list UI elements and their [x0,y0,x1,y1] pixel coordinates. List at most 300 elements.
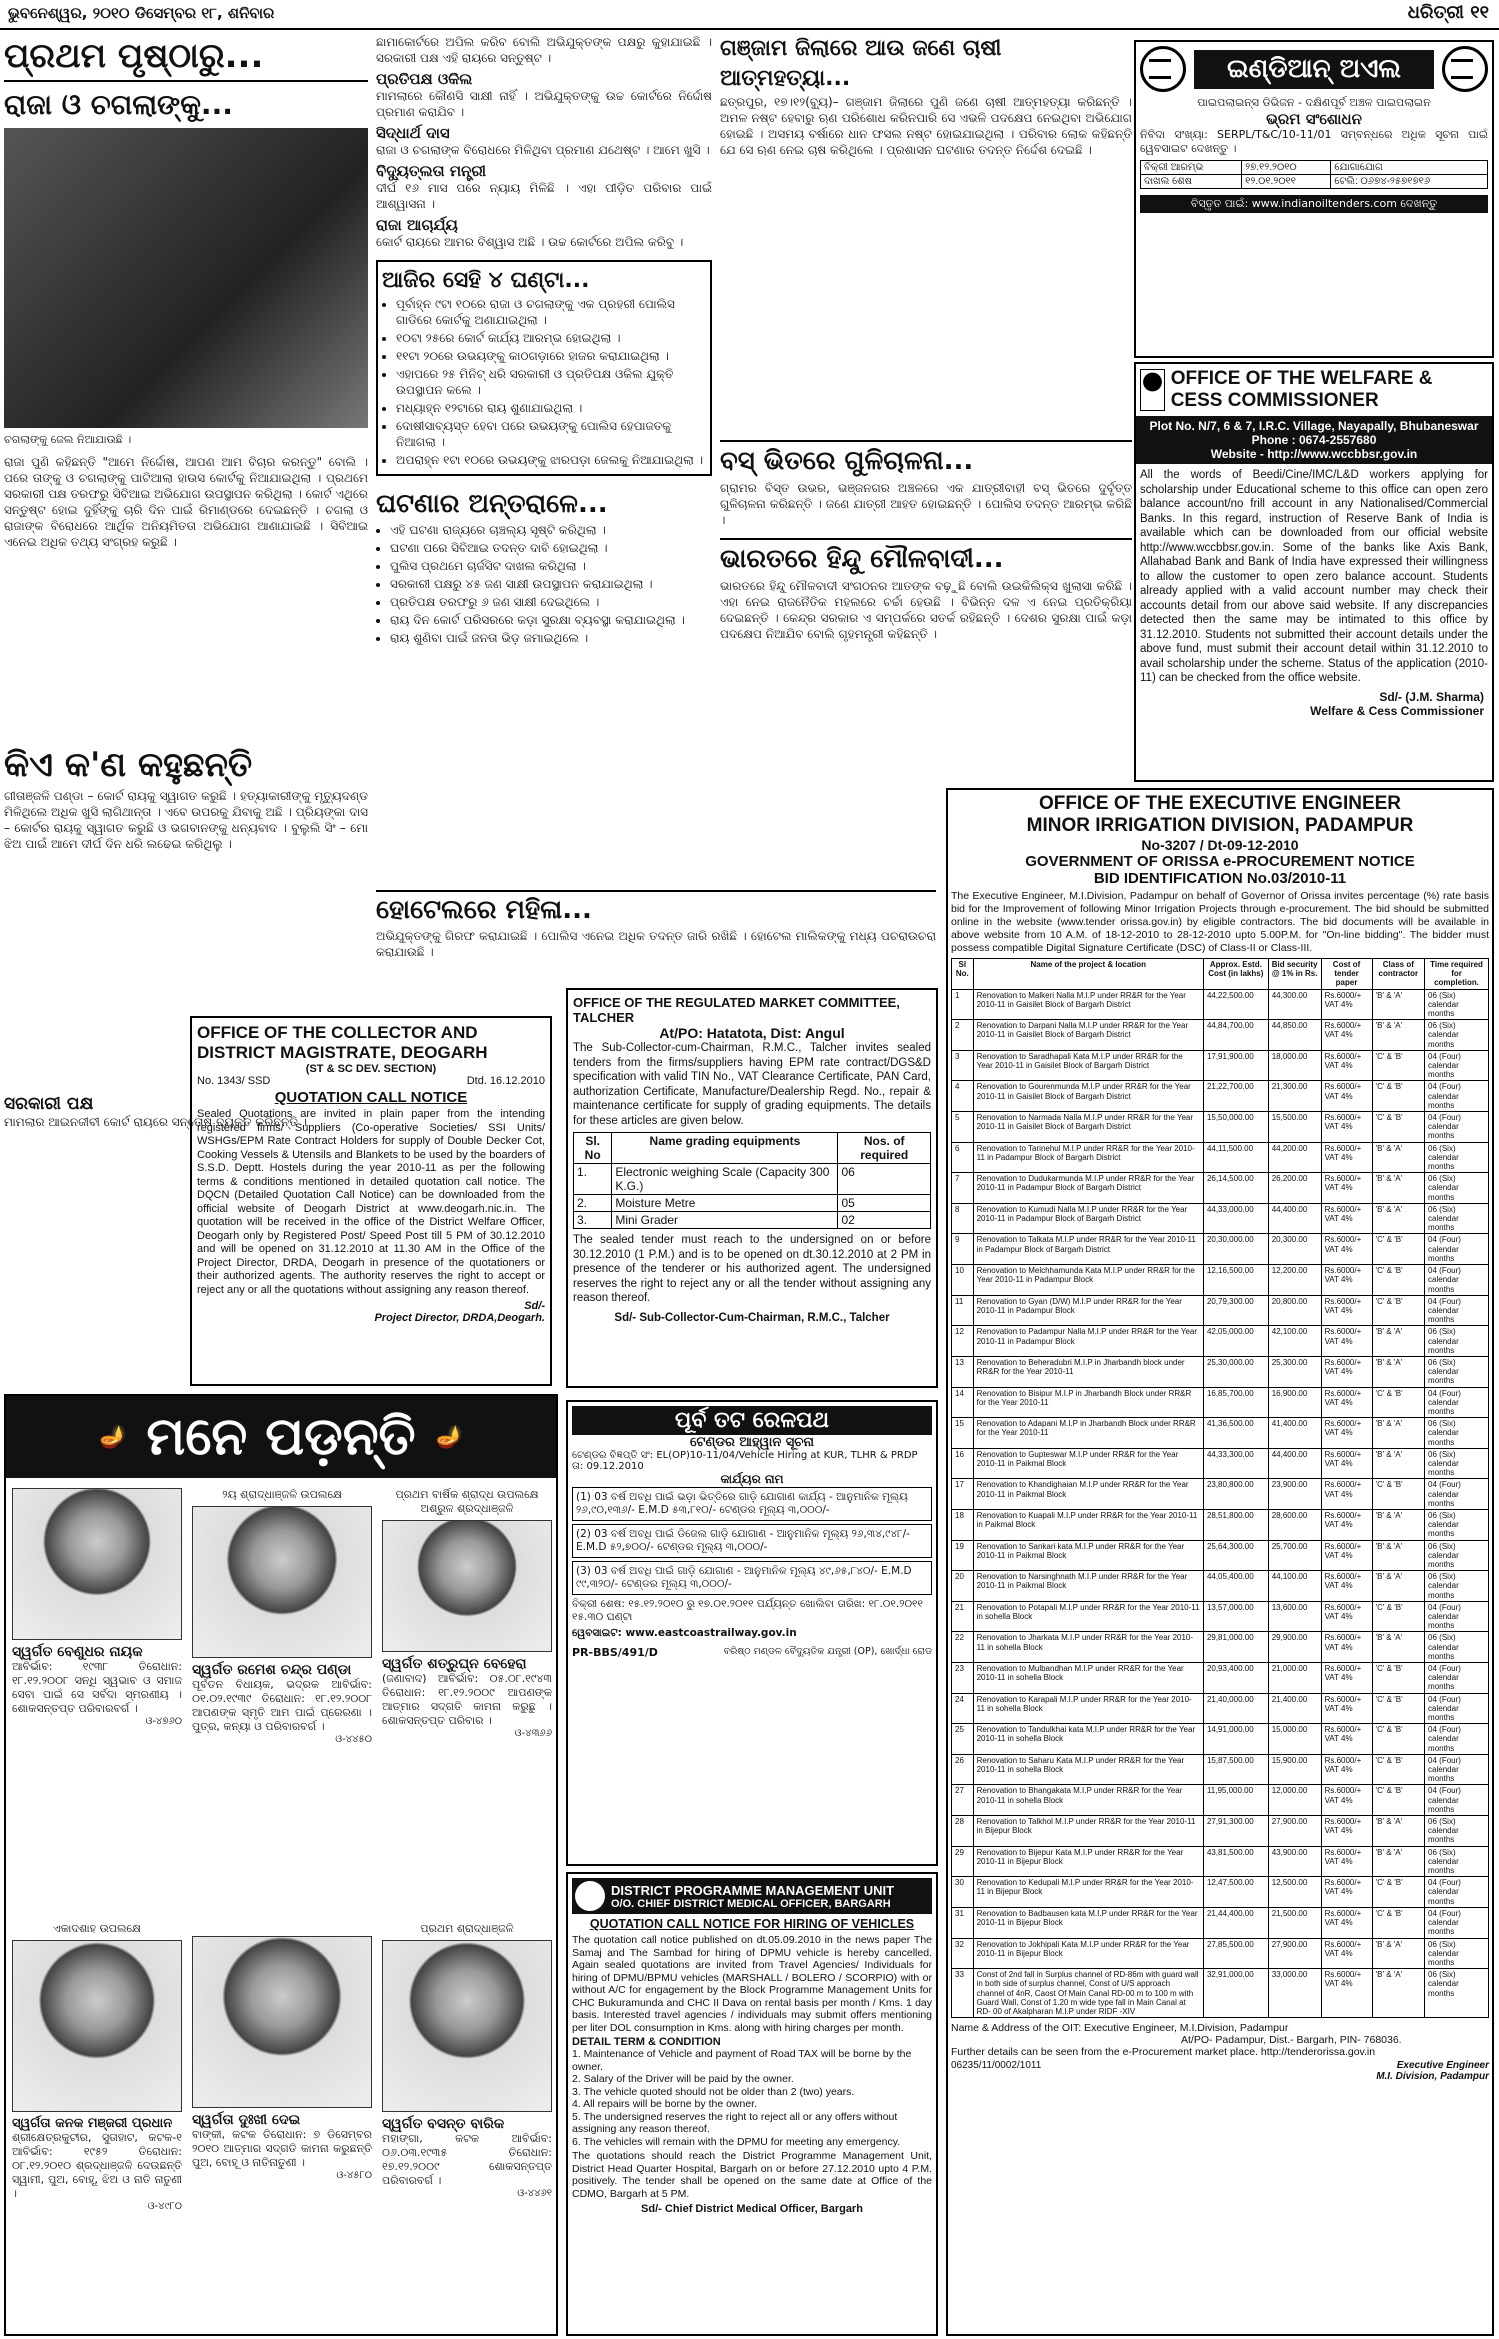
memorial-title: ମନେ ପଡ଼ନ୍ତି [146,1406,416,1467]
rmc-sign: Sd/- Sub-Collector-Cum-Chairman, R.M.C., Talcher [614,1311,890,1324]
irrig-cell: 3 [952,1050,974,1081]
irrig-cell: 16,900.00 [1268,1387,1321,1418]
irrig-cell: Renovation to Karapali M.I.P under RR&R for the Year 2010-11 in sohella Block [973,1693,1203,1724]
irrig-cell: 21 [952,1601,974,1632]
welfare-address: Plot No. N/7, 6 & 7, I.R.C. Village, Nayapally, Bhubaneswar [1149,419,1479,433]
irrig-cell: Renovation to Kuapali M.I.P under RR&R for the Year 2010-11 in Paikmal Block [973,1509,1203,1540]
irrig-cell: 1 [952,989,974,1020]
irrig-cell: 12 [952,1326,974,1357]
irrig-cell: 04 (Four) calendar months [1425,1387,1489,1418]
irrig-cell: 30 [952,1877,974,1908]
irrig-row [952,1632,1489,1663]
irrig-col-header: Bid security @ 1% in Rs. [1268,959,1321,990]
behind-item: • ପ୍ରତିପକ୍ଷ ତରଫରୁ ୬ ଜଣ ସାକ୍ଷୀ ଦେଇଥିଲେ । [390,594,712,610]
irrig-cell: Renovation to Sankari kata M.I.P under RR&R for the Year 2010-11 in Paikmal Block [973,1540,1203,1571]
memorial-heading: ଏକାଦଶାହ ଉପଲକ୍ଷେ [53,1922,141,1935]
irrig-row [952,1418,1489,1449]
irrig-row [952,1295,1489,1326]
irrig-cell: 06 (Six) calendar months [1425,1020,1489,1051]
photo-caption: ଚଗଲାଙ୍କୁ ଜେଲ ନିଆଯାଉଛି । [4,433,132,446]
dpmu-title: DISTRICT PROGRAMME MANAGEMENT UNIT [611,1882,895,1898]
timeline-item: • ୧୦ଟା ୨୫ରେ କୋର୍ଟ କାର୍ଯ୍ୟ ଆରମ୍ଭ ହୋଇଥିଲା । [396,330,706,346]
irrig-cell: 'B' & 'A' [1372,989,1424,1020]
bus-body: ଗ୍ରାମର ବିସ୍ତ ଉଭର, ଭଞ୍ଜନଗର ଅଞ୍ଚଳରେ ଏକ ଯାତ୍ରୀବାହୀ ବସ୍ ଭିତରେ ଦୁର୍ବୃତ୍ତ ଗୁଳିଚାଳନା କରିଛନ୍ତି । ଜଣେ ଯାତ୍ରୀ ଆହତ ହୋଇଛନ୍ତି । ପୋଲିସ ତଦନ୍ତ ଆରମ୍ଭ କରିଛି । [720,481,1132,527]
irrig-cell: 31 [952,1907,974,1938]
irrig-cell: Renovation to Bhangakata M.I.P under RR&R for the Year 2010-11 in sohella Block [973,1785,1203,1816]
dpmu-term: 5. The undersigned reserves the right to reject all or any offers without assigning any reason thereof. [572,2110,898,2135]
irrig-cell: 04 (Four) calendar months [1425,1112,1489,1143]
irrig-cell: 04 (Four) calendar months [1425,1265,1489,1296]
irrig-cell: 15 [952,1418,974,1449]
irrig-cell: 44,200.00 [1268,1142,1321,1173]
memorial-photo [192,1936,372,2108]
rmc-table: Sl. No Name grading equipments Nos. of required 1. Electronic weighing Scale (Capacity 300 K.G.) 06 2. Moisture Metre 05 3. Mini Grader 02 [573,1132,931,1229]
irrig-row [952,1265,1489,1296]
rmc-body: The Sub-Collector-cum-Chairman, R.M.C., Talcher invites sealed tenders from the firms/suppliers having EPM rate contract/DGS&D specification with valid TIN No., VAT Clearance Certificate, PAN Card, authorization Certificate, Manufacture/Dealership Regd. No., repair & maintenance certificate for supply of grading equipments. The details for these articles are given below. [573,1042,931,1127]
irrig-cell: 25,30,000.00 [1203,1356,1268,1387]
collector-notice-title: QUOTATION CALL NOTICE [274,1089,468,1106]
irrig-cell: Rs.6000/+ VAT 4% [1321,1142,1372,1173]
col2-sub2-body: ରାଜା ଓ ଚଗଲାଙ୍କ ବିରୋଧରେ ମିଳିଥିବା ପ୍ରମାଣ ଯଥେଷ୍ଟ । ଆମେ ଖୁସି । [376,143,710,157]
irrig-cell: 25,700.00 [1268,1540,1321,1571]
irrig-cell: Renovation to Potapali M.I.P under RR&R for the Year 2010-11 in sohella Block [973,1601,1203,1632]
railway-website[interactable]: ୱେବସାଇଟ: www.eastcoastrailway.gov.in [572,1627,797,1639]
irrig-cell: 06 (Six) calendar months [1425,1632,1489,1663]
memorial-photo [12,1488,182,1640]
irrig-cell: 28,600.00 [1268,1509,1321,1540]
memorial-heading: ୨ୟ ଶ୍ରାଦ୍ଧାଞ୍ଜଳି ଉପଲକ୍ଷେ [222,1488,342,1501]
timeline-title: ଆଜିର ସେହି ୪ ଘଣ୍ଟା... [382,268,590,293]
col2-sub4-body: କୋର୍ଟ ରାୟରେ ଆମର ବିଶ୍ୱାସ ଅଛି । ଉଚ୍ଚ କୋର୍ଟରେ ଅପିଲ କରିବୁ । [376,235,684,249]
irrig-cell: 28,51,800.00 [1203,1509,1268,1540]
irrig-cell: 27 [952,1785,974,1816]
irrig-cell: Renovation to Khandighaian M.I.P under RR&R for the Year 2010-11 in Paikmal Block [973,1479,1203,1510]
irrig-row [952,1081,1489,1112]
irrig-cell: Renovation to Talkata M.I.P under RR&R for the Year 2010-11 in Padampur Block of Bargarh District [973,1234,1203,1265]
irrig-cell: Renovation to Gourenmunda M.I.P under RR&R for the Year 2010-11 in Gaisilet Block of Bargarh District [973,1081,1203,1112]
irrig-col-header: Approx. Estd. Cost (in lakhs) [1203,959,1268,990]
railway-item: (3) 03 ବର୍ଷ ଅବଧି ପାଇଁ ଗାଡ଼ି ଯୋଗାଣ - ଆନୁମାନିକ ମୂଲ୍ୟ ୪୯,୬୫,୮୪୦/- E.M.D ୯୯,୩୨୦/- ଟେଣ୍ଡର ମୂଲ୍ୟ ୩,୦୦୦/- [572,1561,932,1595]
page-header [0,0,1499,30]
irrig-cell: 27,900.00 [1268,1938,1321,1969]
irrig-cell: 06 (Six) calendar months [1425,1540,1489,1571]
rmc-notice [566,988,938,1388]
irrig-cell: Renovation to Gupteswar M.I.P under RR&R for the Year 2010-11 in Paikmal Block [973,1448,1203,1479]
irrig-cell: 44,33,300.00 [1203,1448,1268,1479]
irrig-cell: Renovation to Bijepur Kata M.I.P under RR&R for the Year 2010-11 in Bijepur Block [973,1846,1203,1877]
irrig-row [952,1448,1489,1479]
irrig-cell: Rs.6000/+ VAT 4% [1321,1081,1372,1112]
memorial-info: (ଜଣାବାଦ) ଆବିର୍ଭାବ: ୦୫.୦୮.୧୯୪୩ ତିରୋଧାନ: ୧୮.୧୨.୨୦୦୯ ଆପଣଙ୍କ ଆତ୍ମାର ସଦ୍‌ଗତି କାମନା କରୁଛୁ । ଶୋକସନ୍ତପ୍ତ ପରିବାର । [382,1672,552,1727]
irrig-cell: 21,40,000.00 [1203,1693,1268,1724]
memorial-card [382,1488,552,1739]
irrig-cell: 13,57,000.00 [1203,1601,1268,1632]
irrig-cell: 'B' & 'A' [1372,1509,1424,1540]
irrig-cell: 06 (Six) calendar months [1425,1203,1489,1234]
header-masthead: ଧରିତ୍ରୀ ୧୧ [1407,2,1489,23]
irrig-cell: 'B' & 'A' [1372,1816,1424,1847]
irrig-cell: Renovation to Narsinghnath M.I.P under RR&R for the Year 2010-11 in Paikmal Block [973,1571,1203,1602]
irrig-cell: 14,91,000.00 [1203,1724,1268,1755]
irrig-cell: 'C' & 'B' [1372,1050,1424,1081]
irrig-cell: Rs.6000/+ VAT 4% [1321,1632,1372,1663]
irrig-cell: Rs.6000/+ VAT 4% [1321,1356,1372,1387]
bus-title: ବସ୍ ଭିତରେ ଗୁଳିଚାଳନା... [720,446,974,476]
irrig-cell: 44,850.00 [1268,1020,1321,1051]
irrig-cell: 27,85,500.00 [1203,1938,1268,1969]
irrig-cell: Rs.6000/+ VAT 4% [1321,1846,1372,1877]
irrig-cell: Rs.6000/+ VAT 4% [1321,1724,1372,1755]
indianoil-website[interactable]: ବିସ୍ତୃତ ପାଇଁ: www.indianoiltenders.com ଦେଖନ୍ତୁ [1140,195,1488,213]
irrig-cell: 'C' & 'B' [1372,1479,1424,1510]
irrig-foot1: Name & Address of the OIT: Executive Engineer, M.I.Division, Padampur [951,2022,1289,2035]
irrig-cell: 26 [952,1754,974,1785]
irrig-cell: 21,44,400.00 [1203,1907,1268,1938]
irrig-cell: 10 [952,1265,974,1296]
irrig-cell: 29 [952,1846,974,1877]
irrig-cell: 44,22,500.00 [1203,989,1268,1020]
behind-item: • ସରକାରୀ ପକ୍ଷରୁ ୪୫ ଜଣ ସାକ୍ଷୀ ଉପସ୍ଥାପନ କରାଯାଇଥିଲା । [390,576,712,592]
memorial-name: ସ୍ୱର୍ଗତ ରମେଶ ଚନ୍ଦ୍ର ପଣ୍ଡା [192,1662,352,1678]
irrig-col-header: Class of contractor [1372,959,1424,990]
irrig-cell: Rs.6000/+ VAT 4% [1321,1693,1372,1724]
irrig-cell: Rs.6000/+ VAT 4% [1321,1754,1372,1785]
irrig-row [952,1663,1489,1694]
indianoil-corrigendum: ଭ୍ରମ ସଂଶୋଧନ [1266,110,1362,128]
irrig-cell: Rs.6000/+ VAT 4% [1321,1816,1372,1847]
farmer-body: ଛତ୍ରପୁର, ୧୭।୧୨(ବ୍ୟୁ)– ଗଞ୍ଜାମ ଜିଲାରେ ପୁଣି ଜଣେ ଚାଷୀ ଆତ୍ମହତ୍ୟା କରିଛନ୍ତି । ଅମଳ ନଷ୍ଟ ହେବାରୁ ଋଣ ପରିଶୋଧ କରିନପାରି ସେ ଏଭଳି ପଦକ୍ଷେପ ନେଇଥିବା ଅଭିଯୋଗ ହୋଇଛି । ଅସମୟ ବର୍ଷାରେ ଧାନ ଫସଲ ନଷ୍ଟ ହୋଇଯାଇଥିଲା । ପରିବାର ଲୋକ କହିଛନ୍ତି ଯେ ସେ ଋଣ ନେଇ ଚାଷ କରିଥିଲେ । ପ୍ରଶାସନ ଘଟଣାର ତଦନ୍ତ ନିର୍ଦ୍ଦେଶ ଦେଇଛି । [720,95,1132,157]
irrig-cell: 21,22,700.00 [1203,1081,1268,1112]
memorial-name: ସ୍ୱର୍ଗତା ଦୁଃଖୀ ଦେଇ [192,2112,301,2128]
irrig-cell: 04 (Four) calendar months [1425,1907,1489,1938]
irrig-cell: Renovation to Beheradubri M.I.P in Jharbandh block under RR&R for the Year 2010-11 [973,1356,1203,1387]
timeline-box [376,260,712,476]
irrig-cell: 'C' & 'B' [1372,1387,1424,1418]
irrig-cell: Rs.6000/+ VAT 4% [1321,1509,1372,1540]
irrig-cell: Rs.6000/+ VAT 4% [1321,1387,1372,1418]
irrig-cell: 16 [952,1448,974,1479]
memorial-info: ପୂର୍ବତନ ବିଧାୟକ, ଭଦ୍ରକ ଆବିର୍ଭାବ: ୦୧.୦୨.୧୯୩୯ ତିରୋଧାନ: ୧୮.୧୨.୨୦୦୮ ଆପଣଙ୍କ ସ୍ମୃତି ଆମ ପାଇଁ ପ୍ରେରଣା । ପୁତ୍ର, କନ୍ୟା ଓ ପରିବାରବର୍ଗ । [192,1678,372,1733]
irrig-cell: 12,500.00 [1268,1877,1321,1908]
irrig-cell: 'B' & 'A' [1372,1969,1424,2018]
irrig-cell: 23 [952,1663,974,1694]
irrig-cell: 44,300.00 [1268,989,1321,1020]
col2 [376,34,712,994]
irrig-cell: 'C' & 'B' [1372,1295,1424,1326]
irrig-cell: 04 (Four) calendar months [1425,1479,1489,1510]
irrig-cell: 06 (Six) calendar months [1425,1448,1489,1479]
irrig-cell: 12,000.00 [1268,1785,1321,1816]
irrig-row [952,1816,1489,1847]
irrig-col-header: Name of the project & location [973,959,1203,990]
irrig-cell: Renovation to Melchhamunda Kata M.I.P under RR&R for the Year 2010-11 in Padampur Block [973,1265,1203,1296]
irrig-cell: 32,91,000.00 [1203,1969,1268,2018]
irrig-cell: 20,93,400.00 [1203,1663,1268,1694]
irrig-cell: 25 [952,1724,974,1755]
irrig-title2: MINOR IRRIGATION DIVISION, PADAMPUR [1026,815,1414,836]
irrig-cell: Rs.6000/+ VAT 4% [1321,1234,1372,1265]
irrig-cell: 04 (Four) calendar months [1425,1877,1489,1908]
irrig-cell: Renovation to Narmada Nalla M.I.P under RR&R for the Year 2010-11 in Gaisilet Block of Bargarh District [973,1112,1203,1143]
irrig-title1: OFFICE OF THE EXECUTIVE ENGINEER [1038,793,1402,814]
memorial-card [382,1922,552,2199]
irrig-cell: Rs.6000/+ VAT 4% [1321,1479,1372,1510]
irrig-row [952,1203,1489,1234]
irrig-cell: 12,200.00 [1268,1265,1321,1296]
irrig-cell: 04 (Four) calendar months [1425,1050,1489,1081]
irrig-row [952,1479,1489,1510]
quote2-title: ସରକାରୀ ପକ୍ଷ [4,1094,94,1114]
irrig-cell: 'B' & 'A' [1372,1203,1424,1234]
welfare-title: OFFICE OF THE WELFARE & CESS COMMISSIONER [1170,368,1433,411]
irrig-row [952,1326,1489,1357]
irrig-cell: Renovation to Gyan (D/W) M.I.P under RR&R for the Year 2010-11 in Padampur Block [973,1295,1203,1326]
memorial-code: ଓ-୪୯୮୦ [147,2201,182,2212]
indianoil-body: ନିବିଦା ସଂଖ୍ୟା: SERPL/T&C/10-11/01 ସମ୍ବନ୍ଧରେ ଅଧିକ ସୂଚନା ପାଇଁ ୱେବସାଇଟ ଦେଖନ୍ତୁ । [1140,128,1488,155]
memorial-info: ମହାଙ୍ଗା, କଟକ ଆବିର୍ଭାବ: ୦୬.୦୩.୧୯୩୫ ତିରୋଧାନ: ୧୭.୧୨.୨୦୦୯ ଶୋକସନ୍ତପ୍ତ ପରିବାରବର୍ଗ । [382,2132,552,2187]
indianoil-logo-icon [1442,46,1488,92]
col2-sub3-body: ଦୀର୍ଘ ୧୬ ମାସ ପରେ ନ୍ୟାୟ ମିଳିଛି । ଏହା ପୀଡ଼ିତ ପରିବାର ପାଇଁ ଆଶ୍ୱାସନା । [376,181,712,211]
lamp-icon: 🪔 [435,1424,464,1450]
irrig-row [952,1509,1489,1540]
irrig-cell: 06 (Six) calendar months [1425,1571,1489,1602]
irrig-row [952,1020,1489,1051]
irrig-cell: 20 [952,1571,974,1602]
irrig-cell: 21,000.00 [1268,1663,1321,1694]
col2-sub2: ସିଦ୍ଧାର୍ଥ ଦାସ [376,124,450,142]
indianoil-brand: ଇଣ୍ଡିଆନ୍ ଅଏଲ [1194,50,1434,89]
collector-no: No. 1343/ SSD [197,1075,271,1087]
health-logo-icon [575,1881,605,1911]
irrig-cell: Rs.6000/+ VAT 4% [1321,989,1372,1020]
irrig-cell: Rs.6000/+ VAT 4% [1321,1571,1372,1602]
irrig-cell: 04 (Four) calendar months [1425,1234,1489,1265]
memorial-code: ଓ-୪୫୮୦ [336,2170,372,2181]
col1-subtitle: ରାଜା ଓ ଚଗଲାଙ୍କୁ... [4,88,233,121]
irrig-cell: 06 (Six) calendar months [1425,1509,1489,1540]
irrig-cell: 15,50,000.00 [1203,1112,1268,1143]
irrig-row [952,1907,1489,1938]
irrig-cell: 'B' & 'A' [1372,1020,1424,1051]
irrig-cell: 21,400.00 [1268,1693,1321,1724]
dpmu-footer: The quotations should reach the District Programme Management Unit, District Head Quarter Hospital, Bargarh on or before 27.12.2010 upto 4 P.M. positively. The tender shall be opened on the same date at Office of the CDMO, Bargarh at 5 PM. [572,2150,932,2200]
irrig-cell: 42,100.00 [1268,1326,1321,1357]
irrig-cell: 20,300.00 [1268,1234,1321,1265]
hotel-body: ଅଭିଯୁକ୍ତଙ୍କୁ ଗିରଫ କରାଯାଇଛି । ପୋଲିସ ଏନେଇ ଅଧିକ ତଦନ୍ତ ଜାରି ରଖିଛି । ହୋଟେଲ ମାଲିକଙ୍କୁ ମଧ୍ୟ ପଚରାଉଚରା କରାଯାଉଛି । [376,929,936,959]
collector-sign: Sd/- [524,1300,545,1312]
irrig-row [952,1846,1489,1877]
col2-sub3: ବିଦ୍ୟୁତ୍‌ଲତା ମନ୍ତ୍ରୀ [376,162,487,180]
irrig-row [952,1754,1489,1785]
irrig-cell: 'C' & 'B' [1372,1693,1424,1724]
irrig-cell: 'B' & 'A' [1372,1571,1424,1602]
irrig-foot3: Further details can be seen from the e-Procurement market place. http://tenderorissa.gov.in [951,2046,1376,2059]
railway-number: ଟେଣ୍ଡର ବିଜ୍ଞପ୍ତି ସଂ: EL(OP)10-11/04/Vehicle Hiring at KUR, TLHR & PRDP ତା: 09.12.2010 [572,1450,918,1472]
col2-sub4: ରାଜା ଆଚାର୍ଯ୍ୟ [376,216,458,234]
memorial-name: ସ୍ୱର୍ଗତ ଶତ୍ରୁଘ୍ନ ବେହେରା [382,1656,527,1672]
irrig-cell: 06 (Six) calendar months [1425,1173,1489,1204]
irrig-cell: 23,80,800.00 [1203,1479,1268,1510]
irrig-cell: 23,900.00 [1268,1479,1321,1510]
dpmu-term: 6. The vehicles will remain with the DPMU for meeting any emergency. [572,2135,901,2148]
irrig-cell: 06 (Six) calendar months [1425,1418,1489,1449]
memorial-card [192,1488,372,1745]
welfare-sign: Sd/- (J.M. Sharma) [1379,689,1484,704]
irrig-cell: 'C' & 'B' [1372,1877,1424,1908]
welfare-website[interactable]: Website - http://www.wccbbsr.gov.in [1210,447,1418,461]
irrig-code: 06235/11/0002/1011 [951,2060,1042,2072]
irrig-cell: 04 (Four) calendar months [1425,1754,1489,1785]
irrig-cell: 'C' & 'B' [1372,1265,1424,1296]
irrig-cell: Renovation to Kedupali M.I.P under RR&R for the Year 2010-11 in Bijepur Block [973,1877,1203,1908]
irrig-cell: 'B' & 'A' [1372,1326,1424,1357]
irrig-cell: 11 [952,1295,974,1326]
irrig-cell: 15,500.00 [1268,1112,1321,1143]
rmc-body2: The sealed tender must reach to the undersigned on or before 30.12.2010 (1 P.M.) and is to be opened on dt.30.12.2010 at 2 PM in presence of the tenderer or his authorized agent. The undersigned reserves the right to reject any or all the tender without assigning any reason thereof. [573,1234,931,1304]
irrig-cell: Renovation to Dudukarmunda M.I.P under RR&R for the Year 2010-11 in Padampur Block of Bargarh District [973,1173,1203,1204]
memorial-name: ସ୍ୱର୍ଗତା କନକ ମଞ୍ଜରୀ ପ୍ରଧାନ [12,2116,173,2131]
irrig-cell: 21,300.00 [1268,1081,1321,1112]
emblem-icon [1140,369,1165,411]
irrig-cell: Rs.6000/+ VAT 4% [1321,1020,1372,1051]
irrig-cell: Rs.6000/+ VAT 4% [1321,1877,1372,1908]
rmc-title: OFFICE OF THE REGULATED MARKET COMMITTEE, TALCHER [573,995,900,1025]
irrig-cell: Rs.6000/+ VAT 4% [1321,1326,1372,1357]
irrig-cell: 27,900.00 [1268,1816,1321,1847]
irrig-cell: 22 [952,1632,974,1663]
irrig-cell: 06 (Six) calendar months [1425,1969,1489,2018]
irrig-cell: 13,600.00 [1268,1601,1321,1632]
railway-title: ପୂର୍ବ ତଟ ରେଳପଥ [572,1406,932,1435]
col2-sub1: ପ୍ରତିପକ୍ଷ ଓକିଲ [376,70,473,88]
irrig-cell: 14 [952,1387,974,1418]
irrig-cell: Renovation to Talkhol M.I.P under RR&R for the Year 2010-11 in Bijepur Block [973,1816,1203,1847]
irrig-cell: 04 (Four) calendar months [1425,1693,1489,1724]
welfare-body: All the words of Beedi/Cine/IMC/L&D workers applying for scholarship under Educational scheme to this office can open zero balance account/no frill account in any Nationalised/Commercial Banks. In this regard, instruction of Reserve Bank of India is available which can be downloaded from our official website http://www.wccbbsr.gov.in. Some of the banks like Axis Bank, Allahabad Bank and Bank of India have expressed their willingness to allow the customer to open zero balance account. Students already applied with a valid account number may check their accounts detail from our above said website. If any discrepancies detected then the same may be intimated to this office by 31.12.2010. Students not submitted their account details under the above fund, must submit their account detail within 31.12.2010 to avail scholarship under the scheme. Status of the application (2010-11) can be checked from the office website. [1140,469,1488,684]
irrig-cell: 06 (Six) calendar months [1425,1846,1489,1877]
railway-dates: ବିକ୍ରୀ ଶେଷ: ୧୫.୧୨.୨୦୧୦ ରୁ ୧୭.୦୧.୨୦୧୧ ପର୍ଯ୍ୟନ୍ତ ଖୋଲିବା ତାରିଖ: ୧୮.୦୧.୨୦୧୧ ୧୫.୩୦ ଘଣ୍ଟା [572,1598,923,1623]
memorial-photo [192,1506,372,1658]
quote2-body: ମାମଲାର ଆଇନଜୀବୀ କୋର୍ଟ ରାୟରେ ସନ୍ତୋଷ ବ୍ୟକ୍ତ କରିଛନ୍ତି । [4,1115,308,1129]
irrig-cell: Const of 2nd fall in Surplus channel of RD-86m with guard wall in both side of surplus channel, Const of U/S approach channel of 4nR, Caost Of Main Canal RD-00 m to 100 m with Guard Wall, Const of 1.20 m wide type fall in Main Canal at RD- 00 of Akalpharan M.I.P under RIDF -XIV [973,1969,1203,2018]
irrig-row [952,1938,1489,1969]
news-photo [4,128,368,428]
irrig-cell: 21,500.00 [1268,1907,1321,1938]
memorial-card [192,1936,372,2181]
irrig-cell: 11,95,000.00 [1203,1785,1268,1816]
irrig-cell: Rs.6000/+ VAT 4% [1321,1203,1372,1234]
irrig-cell: 29,900.00 [1268,1632,1321,1663]
welfare-phone: Phone : 0674-2557680 [1251,433,1377,447]
irrig-cell: Renovation to Saharu Kata M.I.P under RR&R for the Year 2010-11 in sohella Block [973,1754,1203,1785]
irrig-cell: Rs.6000/+ VAT 4% [1321,1265,1372,1296]
dpmu-office: O/O. CHIEF DISTRICT MEDICAL OFFICER, BARGARH [611,1897,891,1910]
irrig-cell: 44,11,500.00 [1203,1142,1268,1173]
irrig-cell: Rs.6000/+ VAT 4% [1321,1663,1372,1694]
irrig-row [952,1173,1489,1204]
irrig-row [952,1112,1489,1143]
dpmu-term: 4. All repairs will be borne by the owner. [572,2098,758,2110]
railway-work-label: କାର୍ଯ୍ୟର ନାମ [720,1472,784,1486]
irrig-row [952,1601,1489,1632]
irrig-cell: 13 [952,1356,974,1387]
dpmu-body: The quotation call notice published on dt.05.09.2010 in the news paper The Samaj and The Sambad for hiring of DPMU vehicle is hereby cancelled. Again sealed quotations are invited from Travel Agencies/ Individuals for hiring of DPMU/BPMU vehicles (MARSHALL / BOLERO / SCORPIO) with or without A/C for engagement by the Block Programme Management Units for CHC Bukuramunda and CHC II Dava on rental basis per month / Kms. 1 day basis. Interested travel agencies / individuals may submit offers mentioning per liter DOL consumption in Kms. along with hiring charges per month. [572,1934,932,2034]
irrig-cell: 25,64,300.00 [1203,1540,1268,1571]
collector-title: OFFICE OF THE COLLECTOR AND DISTRICT MAGISTRATE, DEOGARH [197,1023,488,1062]
memorial-code: ଓ-୪୪୬୧ [517,2188,552,2199]
lamp-icon: 🪔 [98,1424,127,1450]
irrig-row [952,989,1489,1020]
col1-body: ରାଜା ପୁଣି କହିଛନ୍ତି "ଆମେ ନିର୍ଦ୍ଦୋଷ, ଆପଣ ଆମ ବିଚାର କରନ୍ତୁ" ବୋଲି । ପରେ ତାଙ୍କୁ ଓ ଚଗଲାଙ୍କୁ ପାଟିଆଲା ହାଉସ କୋର୍ଟକୁ ନିଆଯାଇଥିଲା । ପ୍ରଥମେ ସରକାରୀ ପକ୍ଷ ତରଫରୁ ସିବିଆଇ ଅଭିଯୋଗ ଉପସ୍ଥାପନ କରିଥିଲା । କୋର୍ଟ ଏଥିରେ ସନ୍ତୁଷ୍ଟ ହୋଇ ଦୁହିଁଙ୍କୁ ଚାରି ଦିନ ପାଇଁ ରିମାଣ୍ଡରେ ଦେଇଛନ୍ତି । ଚଗଲା ଓ ରାଜାଙ୍କ ବିରୋଧରେ ଆର୍ଥିକ ଅନିୟମିତତା ଅଭିଯୋଗ ଆଣାଯାଇଛି । ସିବିଆଇ ଏନେଇ ଅଧିକ ତଥ୍ୟ ସଂଗ୍ରହ କରୁଛି । [4,455,368,549]
irrig-cell: 06 (Six) calendar months [1425,1142,1489,1173]
col2-sub1-body: ମାମଲାରେ କୌଣସି ସାକ୍ଷୀ ନାହିଁ । ଅଭିଯୁକ୍ତଙ୍କୁ ଉଚ୍ଚ କୋର୍ଟରେ ନିର୍ଦ୍ଦୋଷ ପ୍ରମାଣ କରାଯିବ । [376,89,712,119]
irrig-row [952,1877,1489,1908]
memorial-name: ସ୍ୱର୍ଗତ ବେଣୁଧର ନାୟକ [12,1644,143,1660]
irrig-cell: 15,900.00 [1268,1754,1321,1785]
irrig-cell: 33,000.00 [1268,1969,1321,2018]
irrig-cell: 06 (Six) calendar months [1425,1816,1489,1847]
behind-item: • ଘଟଣା ପରେ ସିବିଆଇ ତଦନ୍ତ ଦାବି ହୋଇଥିଲା । [390,540,712,556]
irrig-cell: Renovation to Tandulkhai kata M.I.P under RR&R for the Year 2010-11 in sohella Block [973,1724,1203,1755]
irrig-cell: 'B' & 'A' [1372,1418,1424,1449]
memorial-info: ଆବିର୍ଭାବ: ୧୯୩୮ ତିରୋଧାନ: ୧୮.୧୨.୨୦୦୮ ସନ୍ଧି ସ୍ୱଭାବ ଓ ସମାଜ ସେବା ପାଇଁ ସେ ସର୍ବଦା ସ୍ମରଣୀୟ । ଶୋକସନ୍ତପ୍ତ ପରିବାରବର୍ଗ । [12,1660,182,1715]
memorial-code: ଓ-୪୩୬୬ [514,1728,552,1739]
irrig-col-header: Time required for completion. [1425,959,1489,990]
dpmu-term: 2. Salary of the Driver will be paid by the owner. [572,2073,794,2085]
irrig-cell: 6 [952,1142,974,1173]
irrig-cell: 25,300.00 [1268,1356,1321,1387]
irrig-cell: Rs.6000/+ VAT 4% [1321,1785,1372,1816]
irrig-row [952,1969,1489,2018]
irrig-cell: 20,800.00 [1268,1295,1321,1326]
irrig-sign2: M.I. Division, Padampur [1376,2071,1489,2083]
irrig-row [952,1050,1489,1081]
col3 [720,34,1132,884]
col1-title: ପ୍ରଥମ ପୃଷ୍ଠାରୁ... [4,36,264,76]
irrig-cell: 29,81,000.00 [1203,1632,1268,1663]
indianoil-table: ବିକ୍ରୀ ଆରମ୍ଭ ୨୭.୧୨.୨୦୧୦ ଯୋଗାଯୋଗ ଦାଖଲ ଶେଷ ୧୨.୦୧.୨୦୧୧ ଟେଲି: ୦୬୭୪-୨୫୭୧୭୧୬ [1140,160,1488,189]
railway-item: (2) 03 ବର୍ଷ ଅବଧି ପାଇଁ ଡିଜେଲ ଗାଡ଼ି ଯୋଗାଣ - ଆନୁମାନିକ ମୂଲ୍ୟ ୨୬,୩୪,୯୪୮/- E.M.D ୫୨,୭୦୦/- ଟେଣ୍ଡର ମୂଲ୍ୟ ୩,୦୦୦/- [572,1524,932,1558]
irrig-cell: 06 (Six) calendar months [1425,989,1489,1020]
irrig-cell: 15,87,500.00 [1203,1754,1268,1785]
welfare-notice [1134,362,1494,782]
collector-date: Dtd. 16.12.2010 [466,1075,545,1087]
irrig-cell: 15,000.00 [1268,1724,1321,1755]
irrig-cell: Renovation to Malkeri Nalla M.I.P under RR&R for the Year 2010-11 in Gaisilet Block of Bargarh District [973,989,1203,1020]
irrig-cell: 24 [952,1693,974,1724]
irrig-cell: 44,100.00 [1268,1571,1321,1602]
irrig-cell: 'B' & 'A' [1372,1632,1424,1663]
irrig-cell: 'B' & 'A' [1372,1448,1424,1479]
welfare-designation: Welfare & Cess Commissioner [1310,703,1484,718]
irrig-cell: 06 (Six) calendar months [1425,1938,1489,1969]
irrig-cell: 44,33,000.00 [1203,1203,1268,1234]
irrig-table [951,958,1489,2018]
irrig-cell: 'B' & 'A' [1372,1846,1424,1877]
irrig-cell: 'C' & 'B' [1372,1754,1424,1785]
indianoil-logo-icon [1140,46,1186,92]
irrig-cell: 44,400.00 [1268,1203,1321,1234]
collector-body: Sealed Quotations are invited in plain paper from the intending registered firms/ Suppliers (Co-operative Societies/ SSI Units/ WSHGs/EPM Rate Contract Holders for supply of Double Decker Cot, Cooking Vessels & Utensils and Blankets to be used by the boarders of S.S.D. Deptt. Hostels during the year 2010-11 as per the following terms & conditions mentioned in detailed quotation call notice. The DQCN (Detailed Quotation Call Notice) can be downloaded from the official website of Deogarh District at www.deogarh.nic.in. The quotation will be received in the office of the District Welfare Officer, Deogarh only by Registered Post/ Speed Post till 5 PM of 30.12.2010 and will be opened on 31.12.2010 at 11.30 AM in the Office of the Project Director, DRDA, Deogarh in presence of the quotationers or their authorized agents. The authority reserves the right to accept or reject any or all the quotations without assigning any reason thereof. [197,1108,545,1296]
railway-item: (1) 03 ବର୍ଷ ଅବଧି ପାଇଁ ଭଡ଼ା ଭିତ୍ତିରେ ଗାଡ଼ି ଯୋଗାଣ କାର୍ଯ୍ୟ - ଆନୁମାନିକ ମୂଲ୍ୟ ୨୬,୯୦,୧୩୬/- E.M.D ୫୩,୮୧୦/- ଟେଣ୍ଡର ମୂଲ୍ୟ ୩,୦୦୦/- [572,1487,932,1521]
irrig-row [952,1693,1489,1724]
fundamentalist-body: ଭାରତରେ ହିନ୍ଦୁ ମୌଳବାଦୀ ସଂଗଠନର ଆତଙ୍କ ବଢ଼ୁଛି ବୋଲି ଉଇକିଲିକ୍ସ ଖୁଲାସା କରିଛି । ଏହା ନେଇ ରାଜନୈତିକ ମହଲରେ ଚର୍ଚ୍ଚା ହେଉଛି । ବିଭିନ୍ନ ଦଳ ଏ ନେଇ ପ୍ରତିକ୍ରିୟା ଦେଇଛନ୍ତି । କେନ୍ଦ୍ର ସରକାର ଏ ସମ୍ପର୍କରେ ସତର୍କ ରହିଛନ୍ତି । ଦେଶର ସୁରକ୍ଷା ପାଇଁ କଡ଼ା ପଦକ୍ଷେପ ନିଆଯିବ ବୋଲି ଗୃହମନ୍ତ୍ରୀ କହିଛନ୍ତି । [720,579,1132,641]
irrig-row [952,1387,1489,1418]
irrig-cell: 04 (Four) calendar months [1425,1663,1489,1694]
memorial-block [4,1394,558,2336]
timeline-item: • ଅପରାହ୍ନ ୧ଟା ୧୦ରେ ଉଭୟଙ୍କୁ ଝାରପଡ଼ା ଜେଲକୁ ନିଆଯାଇଥିଲା । [396,452,706,468]
irrig-cell: 04 (Four) calendar months [1425,1081,1489,1112]
